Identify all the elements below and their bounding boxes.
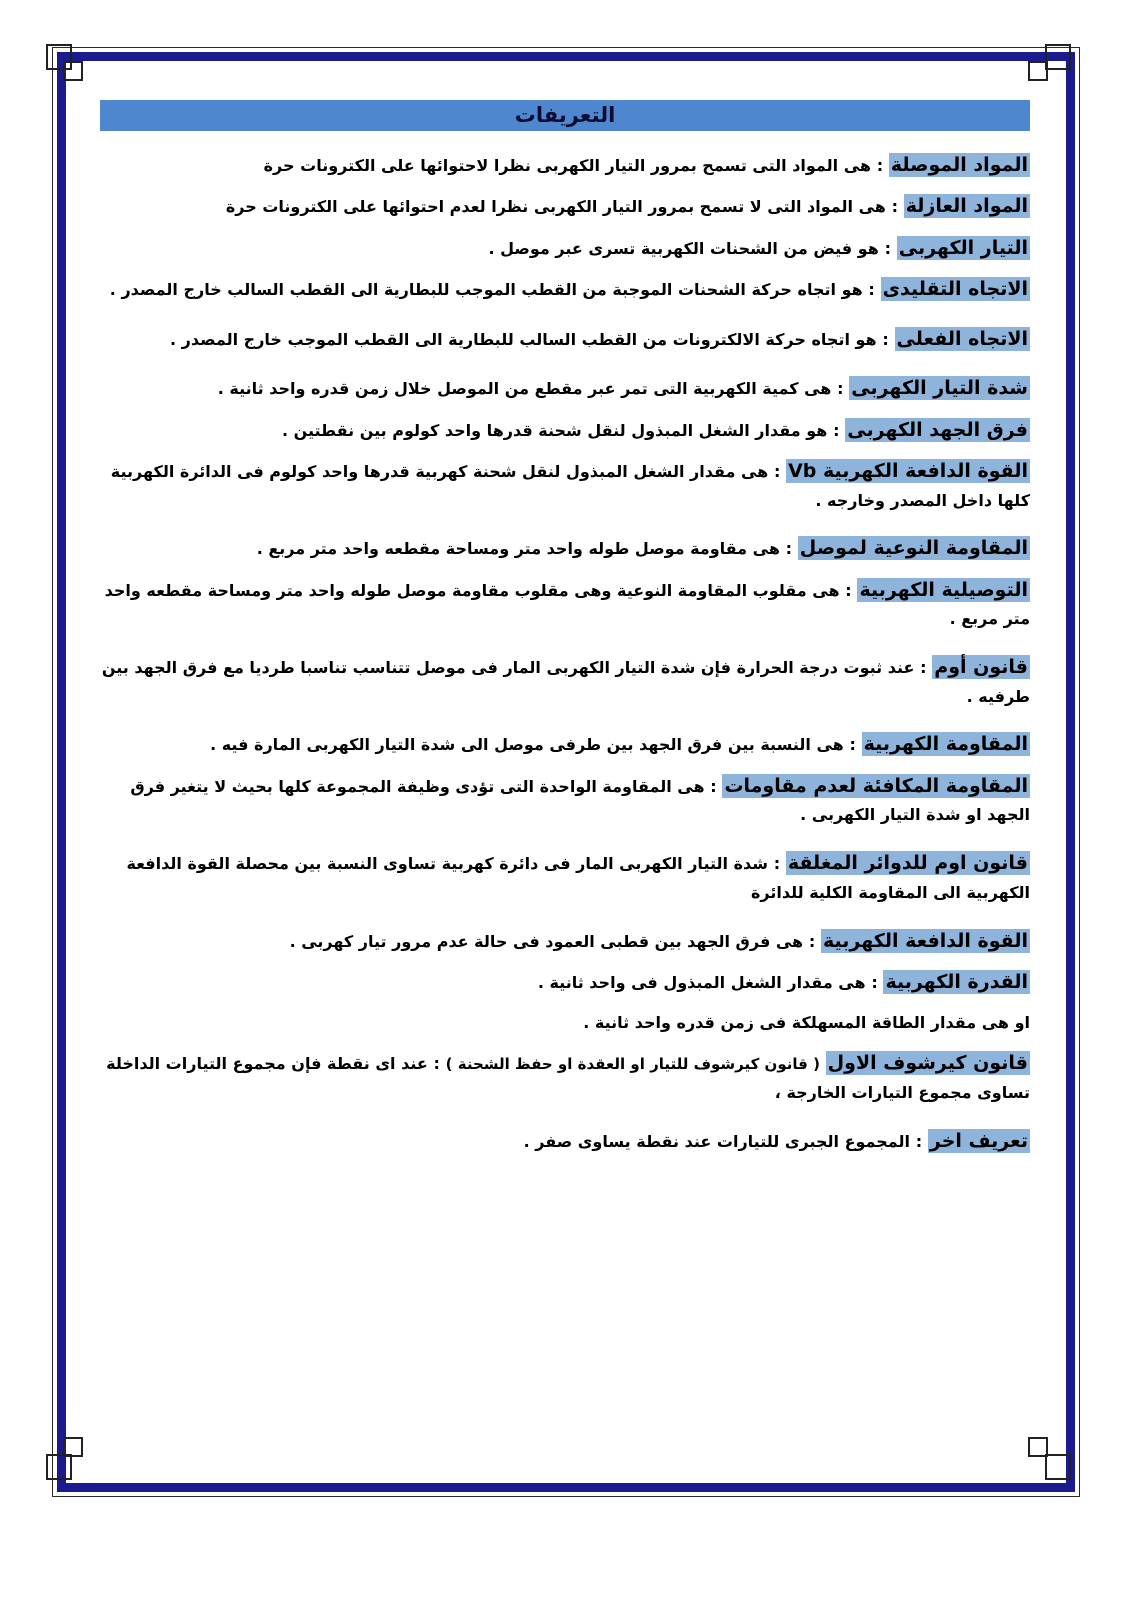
definitions-list bbox=[100, 151, 1030, 1156]
definition-separator: : bbox=[884, 238, 891, 258]
definition-separator: : bbox=[433, 1054, 440, 1074]
definition-term: التيار الكهربى bbox=[898, 236, 1028, 259]
definition-body: هو فيض من الشحنات الكهربية تسرى عبر موصل . bbox=[488, 238, 879, 258]
definition-term: المقاومة المكافئة لعدم مقاومات bbox=[724, 774, 1028, 797]
definition-body: هى فرق الجهد بين قطبى العمود فى حالة عدم مرور تيار كهربى . bbox=[289, 931, 804, 951]
definition-row bbox=[100, 457, 1030, 514]
definition-row bbox=[100, 151, 1030, 180]
definition-body: هى مقدار الشغل المبذول فى واحد ثانية . bbox=[537, 973, 866, 993]
definition-parenthetical: ( قانون كيرشوف للتيار او العقدة او حفظ الشحنة ) bbox=[445, 1055, 820, 1074]
page-title-banner bbox=[100, 100, 1030, 131]
definition-row bbox=[100, 968, 1030, 997]
definition-body: هو اتجاه حركة الالكترونات من القطب السالب للبطارية الى القطب الموجب خارج المصدر . bbox=[170, 329, 877, 349]
corner-handle-top-right-inner bbox=[1028, 61, 1048, 81]
definition-term: التوصيلية الكهربية bbox=[859, 578, 1028, 601]
page-title: التعريفات bbox=[514, 103, 616, 127]
definition-separator: : bbox=[920, 658, 927, 678]
definition-row bbox=[100, 1009, 1030, 1037]
definition-row bbox=[100, 234, 1030, 263]
definition-row bbox=[100, 275, 1030, 304]
definition-term: القوة الدافعة الكهربية bbox=[823, 929, 1028, 952]
definition-row bbox=[100, 416, 1030, 445]
corner-handle-top-right-outer bbox=[1045, 44, 1071, 70]
definition-term: المواد الموصلة bbox=[890, 154, 1028, 176]
definition-term: المواد العازلة bbox=[905, 195, 1028, 218]
definition-term: قانون كيرشوف الاول bbox=[827, 1052, 1028, 1075]
definition-body: هو اتجاه حركة الشحنات الموجبة من القطب الموجب للبطارية الى القطب السالب خارج المصدر . bbox=[109, 280, 863, 300]
definition-term: المقاومة النوعية لموصل bbox=[799, 537, 1028, 560]
definition-body: هى المواد التى تسمح بمرور التيار الكهربى نظرا لاحتوائها على الكترونات حرة bbox=[263, 156, 871, 175]
corner-handle-bottom-left-outer bbox=[46, 1454, 72, 1480]
corner-handle-bottom-left-inner bbox=[63, 1437, 83, 1457]
definition-term: المقاومة الكهربية bbox=[863, 733, 1028, 756]
definition-row bbox=[100, 730, 1030, 759]
definition-body: هى مقاومة موصل طوله واحد متر ومساحة مقطعه واحد متر مربع . bbox=[256, 539, 780, 559]
definition-row bbox=[100, 927, 1030, 956]
definition-separator: : bbox=[876, 156, 884, 175]
definition-row bbox=[100, 772, 1030, 829]
definition-separator: : bbox=[773, 462, 781, 482]
definition-separator: : bbox=[845, 580, 852, 600]
definition-body: هى مقدار الشغل المبذول لنقل شحنة كهربية قدرها واحد كولوم فى الدائرة الكهربية كلها داخل المصدر وخارجه . bbox=[110, 462, 1030, 510]
definition-separator: : bbox=[837, 379, 844, 399]
definition-separator: : bbox=[849, 735, 856, 755]
definition-separator: : bbox=[773, 854, 781, 874]
definition-term: الاتجاه الفعلى bbox=[896, 327, 1028, 350]
definition-body: عند ثبوت درجة الحرارة فإن شدة التيار الكهربى المار فى موصل تتناسب تناسبا طرديا مع فرق الجهد بين طرفيه . bbox=[101, 658, 1030, 706]
corner-handle-bottom-right-outer bbox=[1045, 1454, 1071, 1480]
definition-row bbox=[100, 849, 1030, 906]
definition-row bbox=[100, 1049, 1030, 1106]
definition-separator: : bbox=[915, 1131, 923, 1151]
definition-body: هى المواد التى لا تسمح بمرور التيار الكهربى نظرا لعدم احتوائها على الكترونات حرة bbox=[225, 197, 886, 217]
corner-handle-top-left-inner bbox=[63, 61, 83, 81]
definition-body: المجموع الجبرى للتيارات عند نقطة يساوى صفر . bbox=[523, 1131, 911, 1151]
definition-separator: : bbox=[882, 329, 889, 349]
definition-term: القوة الدافعة الكهربية Vb bbox=[788, 460, 1028, 483]
definition-row bbox=[100, 192, 1030, 221]
definition-row bbox=[100, 1127, 1030, 1156]
corner-handle-bottom-right-inner bbox=[1028, 1437, 1048, 1457]
definition-body: عند اى نقطة فإن مجموع التيارات الداخلة تساوى مجموع التيارات الخارجة ، bbox=[106, 1054, 1030, 1102]
definition-row bbox=[100, 576, 1030, 633]
definition-separator: : bbox=[871, 973, 878, 993]
definition-term: قانون اوم للدوائر المغلقة bbox=[787, 852, 1028, 875]
definition-row bbox=[100, 374, 1030, 403]
definition-separator: : bbox=[710, 776, 717, 796]
definition-term: قانون أوم bbox=[934, 656, 1028, 679]
definition-body: هى مقلوب المقاومة النوعية وهى مقلوب مقاومة موصل طوله واحد متر ومساحة مقطعه واحد متر مربع . bbox=[104, 580, 1030, 629]
definition-separator: : bbox=[785, 539, 793, 559]
definition-term: شدة التيار الكهربى bbox=[851, 377, 1028, 400]
content-area bbox=[90, 100, 1030, 1460]
definition-row bbox=[100, 325, 1030, 354]
definition-body: شدة التيار الكهربى المار فى دائرة كهربية تساوى النسبة بين محصلة القوة الدافعة الكهربية الى المقاومة الكلية للدائرة bbox=[126, 854, 1030, 902]
definition-body: او هى مقدار الطاقة المسهلكة فى زمن قدره واحد ثانية . bbox=[583, 1013, 1030, 1033]
definition-body: هى كمية الكهربية التى تمر عبر مقطع من الموصل خلال زمن قدره واحد ثانية . bbox=[217, 379, 832, 399]
definition-body: هو مقدار الشغل المبذول لنقل شحنة قدرها واحد كولوم بين نقطتين . bbox=[281, 420, 828, 440]
definition-body: هى النسبة بين فرق الجهد بين طرفى موصل الى شدة التيار الكهربى المارة فيه . bbox=[210, 735, 844, 755]
definition-term: تعريف اخر bbox=[929, 1129, 1028, 1152]
definition-separator: : bbox=[833, 420, 840, 440]
definition-row bbox=[100, 534, 1030, 563]
definition-term: القدرة الكهربية bbox=[885, 971, 1028, 994]
definition-term: فرق الجهد الكهربى bbox=[847, 418, 1028, 441]
definition-separator: : bbox=[891, 197, 898, 217]
definition-row bbox=[100, 653, 1030, 710]
definition-separator: : bbox=[868, 280, 875, 300]
definition-term: الاتجاه التقليدى bbox=[882, 278, 1028, 301]
definition-body: هى المقاومة الواحدة التى تؤدى وظيفة المجموعة كلها بحيث لا يتغير فرق الجهد او شدة التيار الكهربى . bbox=[130, 776, 1030, 825]
definition-separator: : bbox=[808, 931, 816, 951]
